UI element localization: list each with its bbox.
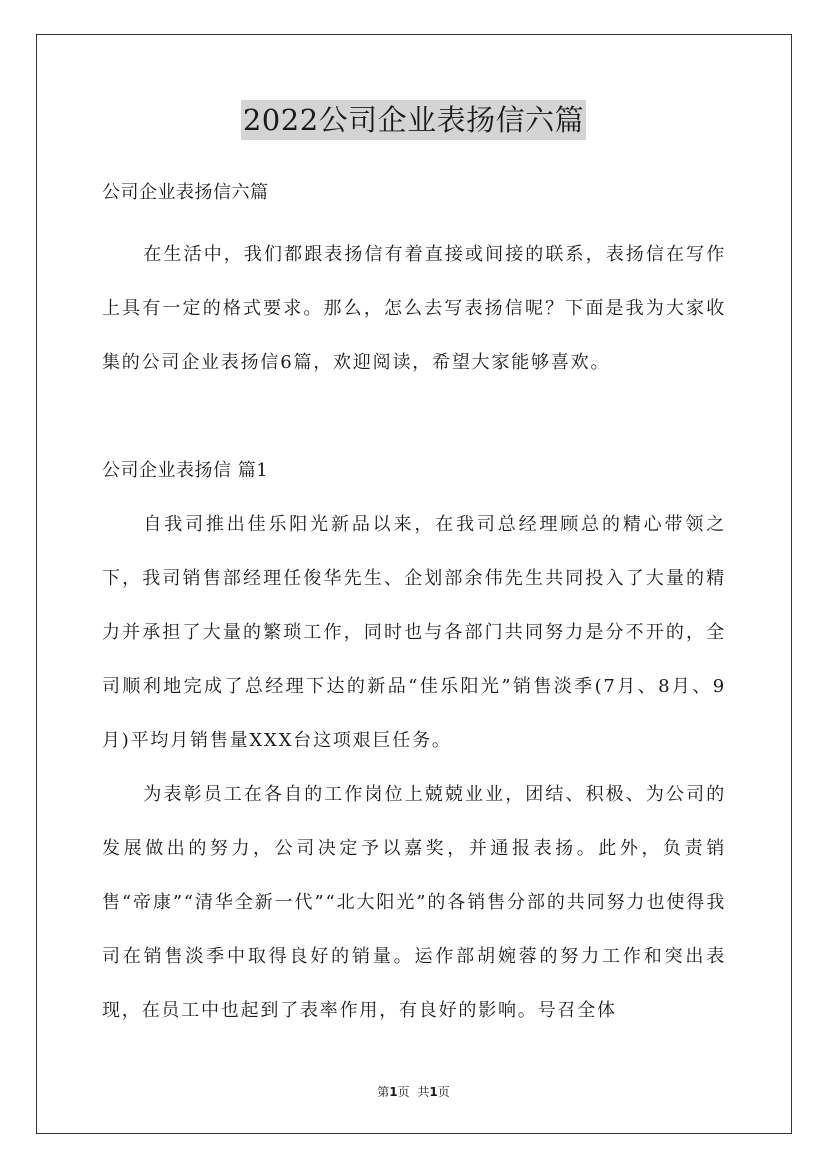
footer-total-unit: 页 (437, 1085, 450, 1099)
document-title-text: 2022公司企业表扬信六篇 (241, 100, 586, 140)
body-paragraph: 自我司推出佳乐阳光新品以来，在我司总经理顾总的精心带领之下，我司销售部经理任俊华先生、企划部余伟先生共同投入了大量的精力并承担了大量的繁琐工作，同时也与各部门共同努力是分不开的，全司顺利地完成了总经理下达的新品“佳乐阳光”销售淡季(7月、8月、9月)平均月销售量XXX台这项艰巨任务。 (102, 514, 726, 751)
intro-paragraph: 在生活中，我们都跟表扬信有着直接或间接的联系，表扬信在写作上具有一定的格式要求。那么，怎么去写表扬信呢？下面是我为大家收集的公司企业表扬信6篇，欢迎阅读，希望大家能够喜欢。 (102, 244, 726, 373)
footer-page-number: 1 (389, 1085, 398, 1099)
page-footer (0, 1083, 827, 1100)
footer-page-prefix: 第 (377, 1085, 390, 1099)
footer-page-unit: 页 (397, 1085, 410, 1099)
document-subtitle: 公司企业表扬信六篇 (102, 182, 269, 203)
body-paragraph: 为表彰员工在各自的工作岗位上兢兢业业，团结、积极、为公司的发展做出的努力，公司决定予以嘉奖，并通报表扬。此外，负责销售“帝康”“清华全新一代”“北大阳光”的各销售分部的共同努力也使得我司在销售淡季中取得良好的销量。运作部胡婉蓉的努力工作和突出表现，在员工中也起到了表率作用，有良好的影响。号召全体 (102, 784, 726, 1021)
footer-total-number: 1 (429, 1085, 438, 1099)
footer-total-prefix: 共 (417, 1085, 430, 1099)
document-title (0, 100, 827, 140)
section-heading: 公司企业表扬信 篇1 (102, 460, 269, 481)
document-body (102, 174, 726, 1038)
